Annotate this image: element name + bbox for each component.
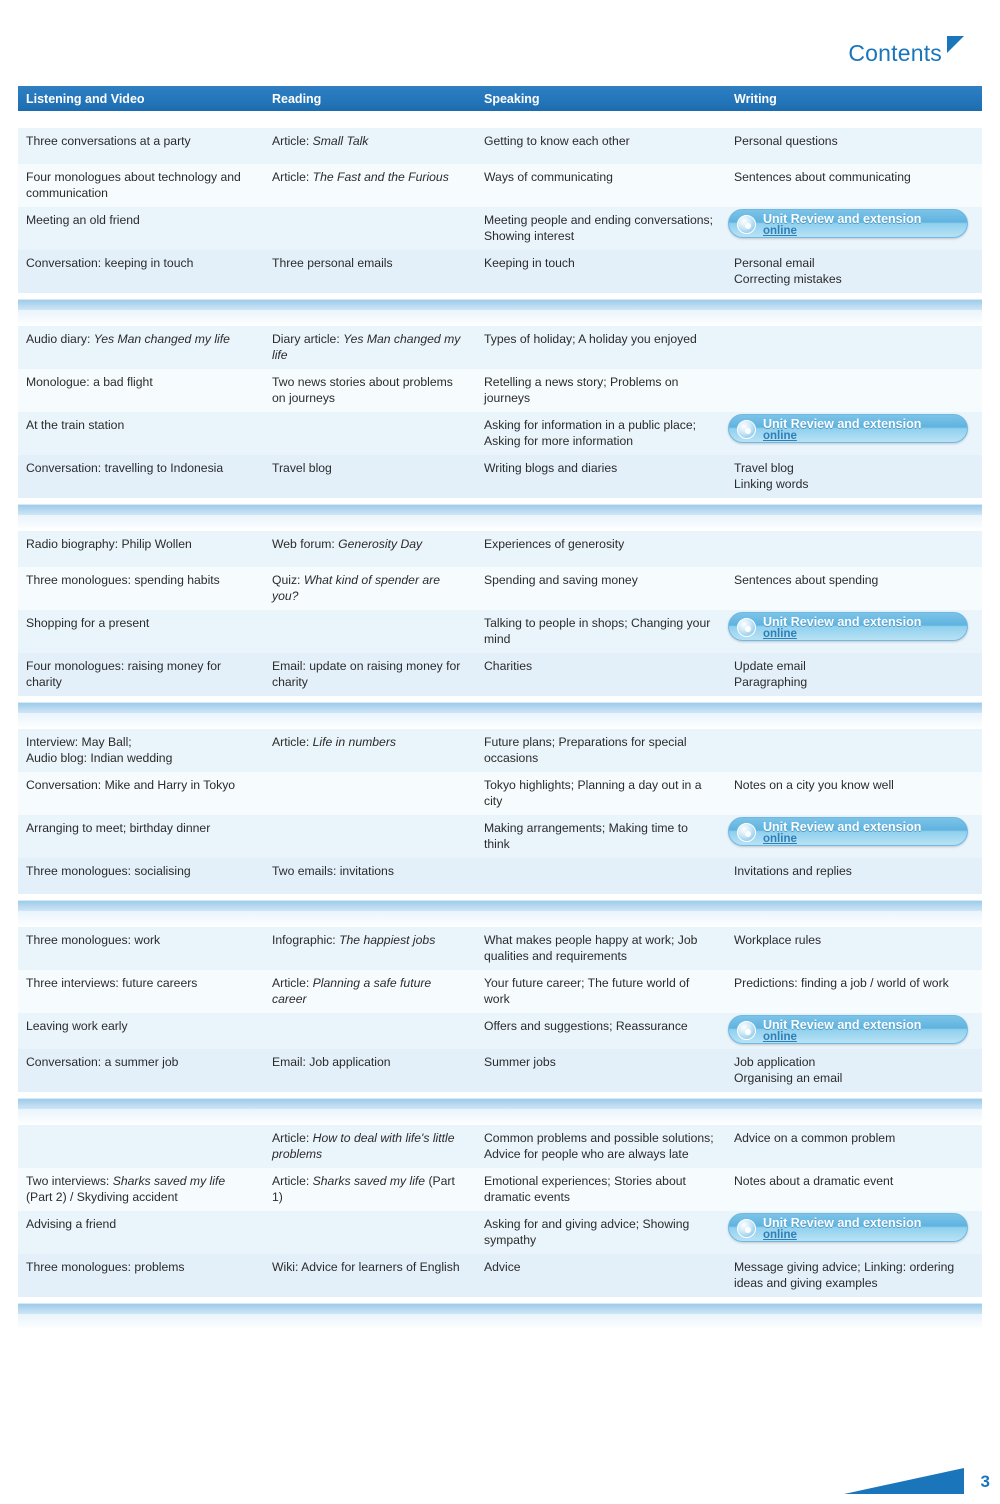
unit-separator (18, 1092, 982, 1109)
cell-writing-with-badge (726, 1013, 982, 1049)
table-row (18, 369, 982, 412)
cell-reading (264, 207, 476, 250)
unit-separator-spacer (18, 911, 982, 927)
disc-icon (737, 823, 756, 842)
disc-icon (737, 1021, 756, 1040)
cell-writing: Update email Paragraphing (734, 659, 808, 689)
unit-review-extension-button[interactable] (728, 414, 968, 443)
cell-speaking (476, 858, 726, 894)
cell-reading: Article: Planning a safe future career (272, 976, 432, 1006)
cell-speaking: Charities (484, 659, 533, 673)
table-row (18, 326, 982, 369)
cell-speaking: Types of holiday; A holiday you enjoyed (484, 332, 697, 346)
cell-reading: Article: The Fast and the Furious (272, 170, 449, 184)
cell-writing: Sentences about spending (734, 573, 879, 587)
cell-listening: Three conversations at a party (26, 134, 191, 148)
cell-listening: Conversation: keeping in touch (26, 256, 194, 270)
table-row (18, 1168, 982, 1211)
table-row (18, 1254, 982, 1297)
unit-separator-spacer (18, 713, 982, 729)
cell-speaking: Talking to people in shops; Changing your mind (484, 616, 711, 646)
cell-listening: Advising a friend (26, 1217, 117, 1231)
cell-listening: Conversation: a summer job (26, 1055, 179, 1069)
cell-listening: At the train station (26, 418, 125, 432)
table-row (18, 412, 982, 455)
cell-speaking: Ways of communicating (484, 170, 613, 184)
cell-speaking: Retelling a news story; Problems on journeys (484, 375, 679, 405)
page-number: 3 (980, 1472, 990, 1491)
unit-separator (18, 498, 982, 515)
table-row (18, 729, 982, 772)
cell-writing: Sentences about communicating (734, 170, 911, 184)
cell-listening: Three monologues: work (26, 933, 161, 947)
cell-listening: Audio diary: Yes Man changed my life (26, 332, 230, 346)
unit-block (18, 531, 982, 696)
unit-review-label: Unit Review and extension (763, 820, 922, 834)
cell-reading: Web forum: Generosity Day (272, 537, 423, 551)
cell-writing: Personal email Correcting mistakes (734, 256, 842, 286)
unit-separator-spacer (18, 515, 982, 531)
cell-reading: Article: How to deal with life's little problems (272, 1131, 455, 1161)
unit-separator (18, 1297, 982, 1314)
cell-writing-with-badge (726, 1211, 982, 1254)
cell-reading: Email: update on raising money for charity (272, 659, 461, 689)
cell-writing (726, 369, 982, 412)
unit-review-online-link[interactable]: online (763, 225, 797, 237)
unit-block (18, 326, 982, 498)
cell-writing (726, 531, 982, 567)
unit-block (18, 128, 982, 293)
unit-separator-spacer (18, 1314, 982, 1330)
table-row (18, 128, 982, 164)
unit-review-label: Unit Review and extension (763, 615, 922, 629)
cell-listening: Four monologues: raising money for charity (26, 659, 222, 689)
unit-block (18, 927, 982, 1092)
unit-review-label: Unit Review and extension (763, 1018, 922, 1032)
unit-review-extension-button[interactable] (728, 817, 968, 846)
cell-listening: Shopping for a present (26, 616, 150, 630)
unit-block (18, 1125, 982, 1297)
table-row (18, 927, 982, 970)
cell-listening: Radio biography: Philip Wollen (26, 537, 192, 551)
cell-reading: Email: Job application (272, 1055, 391, 1069)
cell-listening: Monologue: a bad flight (26, 375, 153, 389)
table-row (18, 858, 982, 894)
cell-writing: Travel blog Linking words (734, 461, 809, 491)
disc-icon (737, 420, 756, 439)
cell-reading: Two news stories about problems on journeys (272, 375, 453, 405)
units-host (18, 111, 982, 1330)
cell-listening: Two interviews: Sharks saved my life (Part 2) / Skydiving accident (26, 1174, 226, 1204)
cell-writing-with-badge (726, 610, 982, 653)
table-row (18, 455, 982, 498)
cell-reading (264, 610, 476, 653)
cell-writing: Job application Organising an email (734, 1055, 843, 1085)
cell-writing-with-badge (726, 815, 982, 858)
unit-review-online-link[interactable]: online (763, 628, 797, 640)
cell-listening: Three interviews: future careers (26, 976, 198, 990)
table-column-headers (18, 86, 982, 111)
cell-speaking: What makes people happy at work; Job qualities and requirements (484, 933, 698, 963)
cell-reading: Three personal emails (272, 256, 393, 270)
cell-listening: Three monologues: socialising (26, 864, 191, 878)
disc-icon (737, 618, 756, 637)
table-row (18, 815, 982, 858)
unit-separator-spacer (18, 310, 982, 326)
table-row (18, 531, 982, 567)
column-header-writing: Writing (734, 91, 777, 106)
unit-review-label: Unit Review and extension (763, 1216, 922, 1230)
cell-reading: Infographic: The happiest jobs (272, 933, 436, 947)
page-header (0, 18, 1000, 68)
cell-speaking: Meeting people and ending conversations; Showing interest (484, 213, 714, 243)
cell-speaking: Common problems and possible solutions; Advice for people who are always late (484, 1131, 714, 1161)
cell-writing: Workplace rules (734, 933, 822, 947)
cell-listening: Interview: May Ball; Audio blog: Indian wedding (26, 735, 173, 765)
contents-table (18, 86, 982, 1330)
cell-listening: Conversation: Mike and Harry in Tokyo (26, 778, 236, 792)
cell-speaking: Emotional experiences; Stories about dramatic events (484, 1174, 686, 1204)
table-row (18, 164, 982, 207)
table-row (18, 1211, 982, 1254)
cell-reading: Article: Small Talk (272, 134, 369, 148)
table-row (18, 567, 982, 610)
cell-speaking: Asking for and giving advice; Showing sympathy (484, 1217, 690, 1247)
page-footer (840, 1452, 1000, 1504)
unit-review-extension-button[interactable] (728, 209, 968, 238)
cell-reading (264, 1211, 476, 1254)
column-header-speaking: Speaking (484, 91, 540, 106)
column-header-listening: Listening and Video (26, 91, 145, 106)
unit-separator (18, 894, 982, 911)
table-row (18, 1049, 982, 1092)
cell-listening: Three monologues: problems (26, 1260, 185, 1274)
cell-writing: Notes on a city you know well (734, 778, 894, 792)
corner-flag-decoration (947, 36, 964, 53)
cell-writing: Advice on a common problem (734, 1131, 896, 1145)
column-header-reading: Reading (272, 91, 322, 106)
cell-reading (264, 412, 476, 455)
table-row (18, 250, 982, 293)
cell-writing: Message giving advice; Linking: ordering ideas and giving examples (734, 1260, 955, 1290)
table-row (18, 653, 982, 696)
cell-listening: Leaving work early (26, 1019, 128, 1033)
cell-listening: Arranging to meet; birthday dinner (26, 821, 211, 835)
table-row (18, 207, 982, 250)
page-title: Contents (848, 40, 942, 66)
unit-separator (18, 293, 982, 310)
cell-writing-with-badge (726, 207, 982, 250)
cell-speaking: Keeping in touch (484, 256, 575, 270)
cell-speaking: Spending and saving money (484, 573, 638, 587)
unit-review-online-link[interactable]: online (763, 430, 797, 442)
cell-reading: Article: Sharks saved my life (Part 1) (272, 1174, 455, 1204)
table-row (18, 1125, 982, 1168)
table-row (18, 1013, 982, 1049)
disc-icon (737, 215, 756, 234)
unit-review-extension-button[interactable] (728, 1015, 968, 1044)
unit-review-label: Unit Review and extension (763, 212, 922, 226)
cell-writing: Invitations and replies (734, 864, 852, 878)
cell-reading: Travel blog (272, 461, 332, 475)
cell-reading (264, 815, 476, 858)
cell-listening: Three monologues: spending habits (26, 573, 220, 587)
unit-separator (18, 696, 982, 713)
cell-writing: Notes about a dramatic event (734, 1174, 894, 1188)
cell-listening (18, 1125, 264, 1168)
cell-listening: Meeting an old friend (26, 213, 140, 227)
unit-review-online-link[interactable]: online (763, 1031, 797, 1043)
unit-review-online-link[interactable]: online (763, 833, 797, 845)
cell-reading: Two emails: invitations (272, 864, 394, 878)
cell-reading: Wiki: Advice for learners of English (272, 1260, 460, 1274)
unit-block (18, 729, 982, 894)
cell-reading (264, 772, 476, 815)
cell-speaking: Your future career; The future world of work (484, 976, 690, 1006)
cell-speaking: Advice (484, 1260, 521, 1274)
cell-speaking: Tokyo highlights; Planning a day out in a city (484, 778, 702, 808)
cell-speaking: Summer jobs (484, 1055, 556, 1069)
cell-listening: Conversation: travelling to Indonesia (26, 461, 224, 475)
cell-speaking: Writing blogs and diaries (484, 461, 618, 475)
table-row (18, 772, 982, 815)
table-row (18, 610, 982, 653)
disc-icon (737, 1219, 756, 1238)
cell-speaking: Experiences of generosity (484, 537, 625, 551)
unit-review-extension-button[interactable] (728, 1213, 968, 1242)
cell-speaking: Future plans; Preparations for special occasions (484, 735, 687, 765)
cell-writing: Personal questions (734, 134, 838, 148)
footer-wedge-decoration (844, 1468, 964, 1494)
unit-separator-spacer (18, 1109, 982, 1125)
unit-review-online-link[interactable]: online (763, 1229, 797, 1241)
cell-writing (726, 729, 982, 772)
cell-speaking: Offers and suggestions; Reassurance (484, 1019, 688, 1033)
cell-writing: Predictions: finding a job / world of work (734, 976, 949, 990)
unit-review-extension-button[interactable] (728, 612, 968, 641)
cell-speaking: Getting to know each other (484, 134, 630, 148)
cell-writing-with-badge (726, 412, 982, 455)
table-row (18, 970, 982, 1013)
unit-review-label: Unit Review and extension (763, 417, 922, 431)
cell-reading: Diary article: Yes Man changed my life (272, 332, 461, 362)
cell-reading: Quiz: What kind of spender are you? (272, 573, 441, 603)
cell-writing (726, 326, 982, 369)
cell-listening: Four monologues about technology and communication (26, 170, 241, 200)
table-top-gap (18, 111, 982, 128)
cell-speaking: Asking for information in a public place; Asking for more information (484, 418, 697, 448)
cell-reading (264, 1013, 476, 1049)
cell-speaking: Making arrangements; Making time to think (484, 821, 688, 851)
cell-reading: Article: Life in numbers (272, 735, 396, 749)
